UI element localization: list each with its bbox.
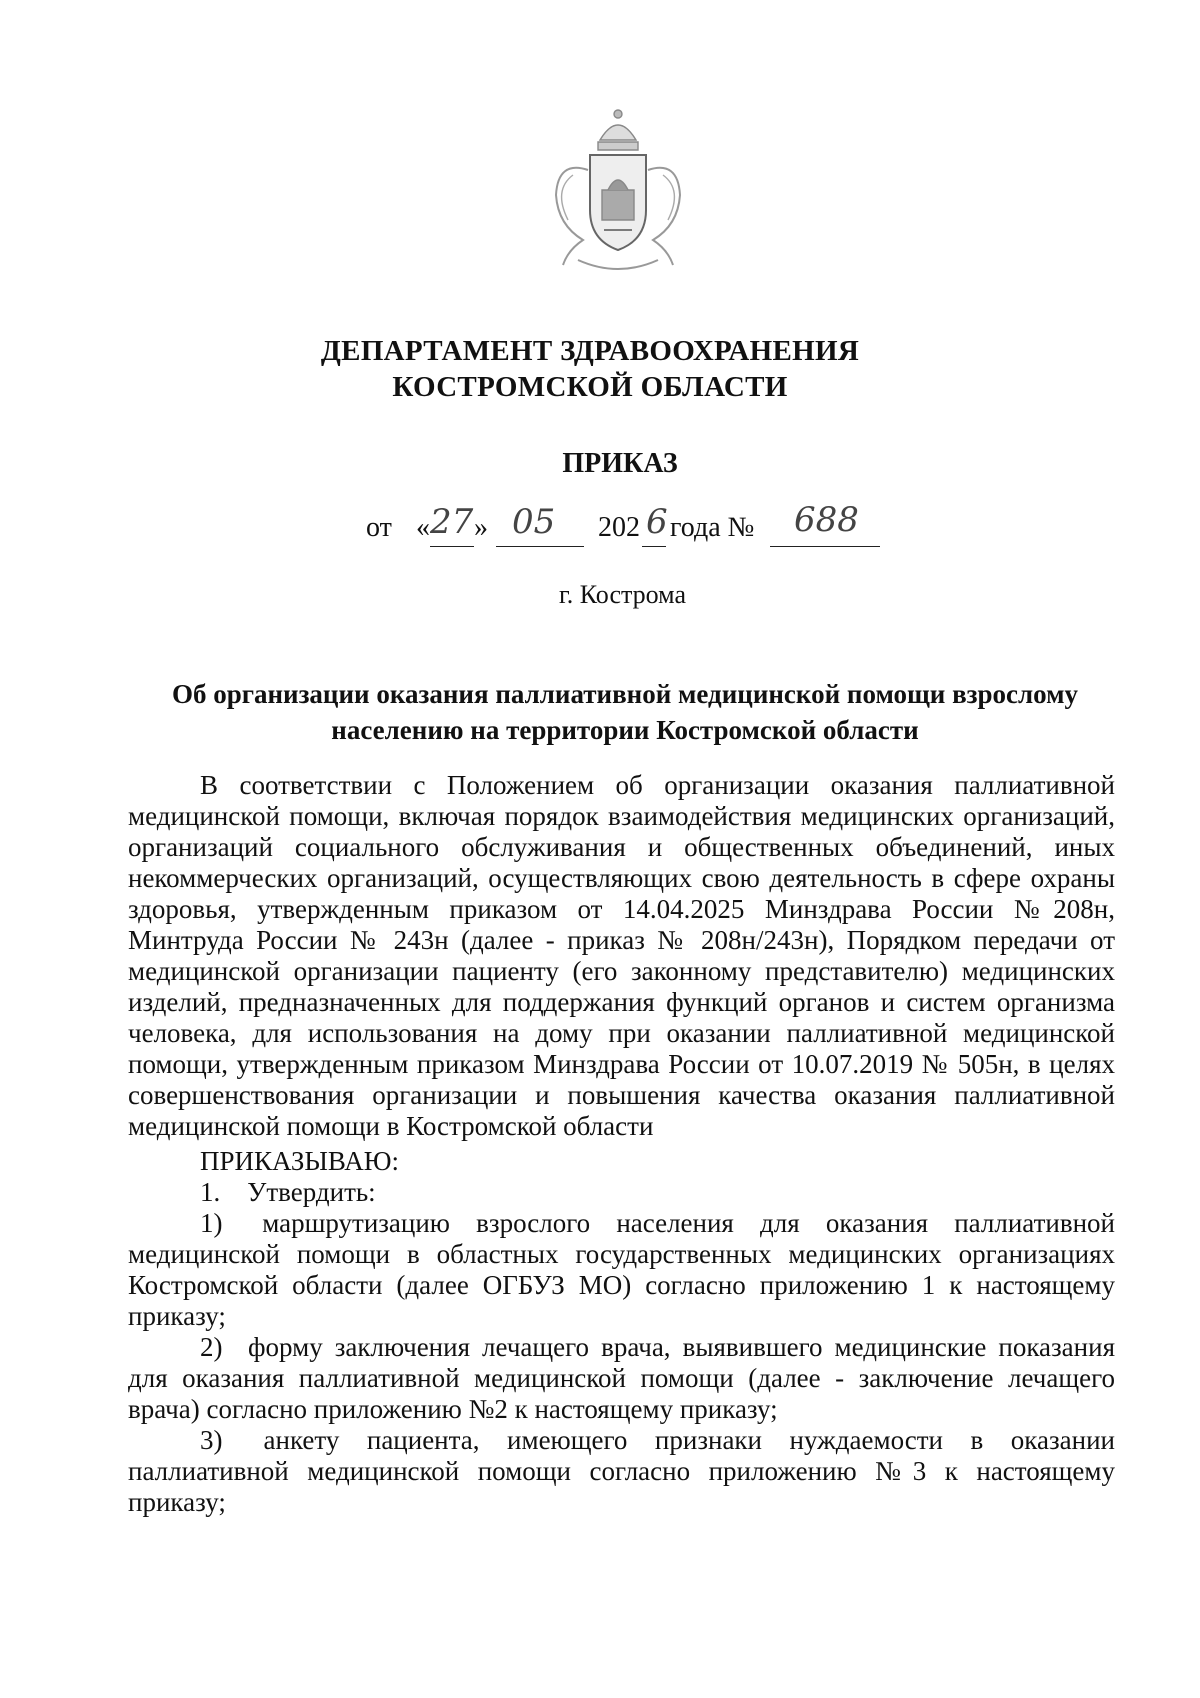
order-body bbox=[128, 770, 1115, 1518]
order-subject: Об организации оказания паллиативной медицинской помощи взрослому населению на территории Костромской области bbox=[171, 679, 1079, 745]
year-digit-handwritten: 6 bbox=[646, 502, 668, 542]
day-handwritten: 27 bbox=[430, 502, 474, 542]
department-name-line2: КОСТРОМСКОЙ ОБЛАСТИ bbox=[392, 371, 788, 403]
document-type: ПРИКАЗ bbox=[562, 448, 678, 479]
subitem-3: 3) анкету пациента, имеющего признаки нуждаемости в оказании паллиативной медицинской помощи согласно приложению №3 к настоящему приказу; bbox=[128, 1425, 1115, 1517]
department-name-line1: ДЕПАРТАМЕНТ ЗДРАВООХРАНЕНИЯ bbox=[320, 335, 860, 367]
coat-of-arms-emblem bbox=[528, 100, 708, 280]
city: г. Кострома bbox=[559, 580, 686, 609]
item-1: 1. Утвердить: bbox=[200, 1177, 376, 1207]
day-close-quote: » bbox=[474, 512, 488, 543]
year-suffix: года № bbox=[670, 512, 755, 543]
subitem-2: 2) форму заключения лечащего врача, выявившего медицинские показания для оказания паллиативной медицинской помощи (далее - заключение лечащего врача) согласно приложению №2 к настоящему приказу; bbox=[128, 1332, 1115, 1424]
year-prefix: 202 bbox=[598, 512, 640, 543]
order-word: ПРИКАЗЫВАЮ: bbox=[200, 1146, 399, 1176]
day-open-quote: « bbox=[416, 512, 430, 543]
month-handwritten: 05 bbox=[512, 502, 556, 542]
order-number-handwritten: 688 bbox=[794, 500, 859, 540]
subitem-1: 1) маршрутизацию взрослого населения для оказания паллиативной медицинской помощи в областных государственных медицинских организациях Костромской области (далее ОГБУЗ МО) согласно приложению 1 к настоящему приказу; bbox=[128, 1208, 1115, 1331]
date-prefix: от bbox=[366, 512, 392, 543]
preamble-paragraph: В соответствии с Положением об организации оказания паллиативной медицинской помощи, включая порядок взаимодействия медицинских организаций, организаций социального обслуживания и общественных объединений, иных некоммерческих организаций, осуществляющих свою деятельность в сфере охраны здоровья, утвержденным приказом от 14.04.2025 Минздрава России №208н, Минтруда России № 243н (далее - приказ № 208н/243н), Порядком передачи от медицинской организации пациенту (его законному представителю) медицинских изделий, предназначенных для поддержания функций органов и систем организма человека, для использования на дому при оказании паллиативной медицинской помощи, утвержденным приказом Минздрава России от 10.07.2019 № 505н, в целях совершенствования организации и повышения качества оказания паллиативной медицинской помощи в Костромской области bbox=[128, 770, 1115, 1141]
